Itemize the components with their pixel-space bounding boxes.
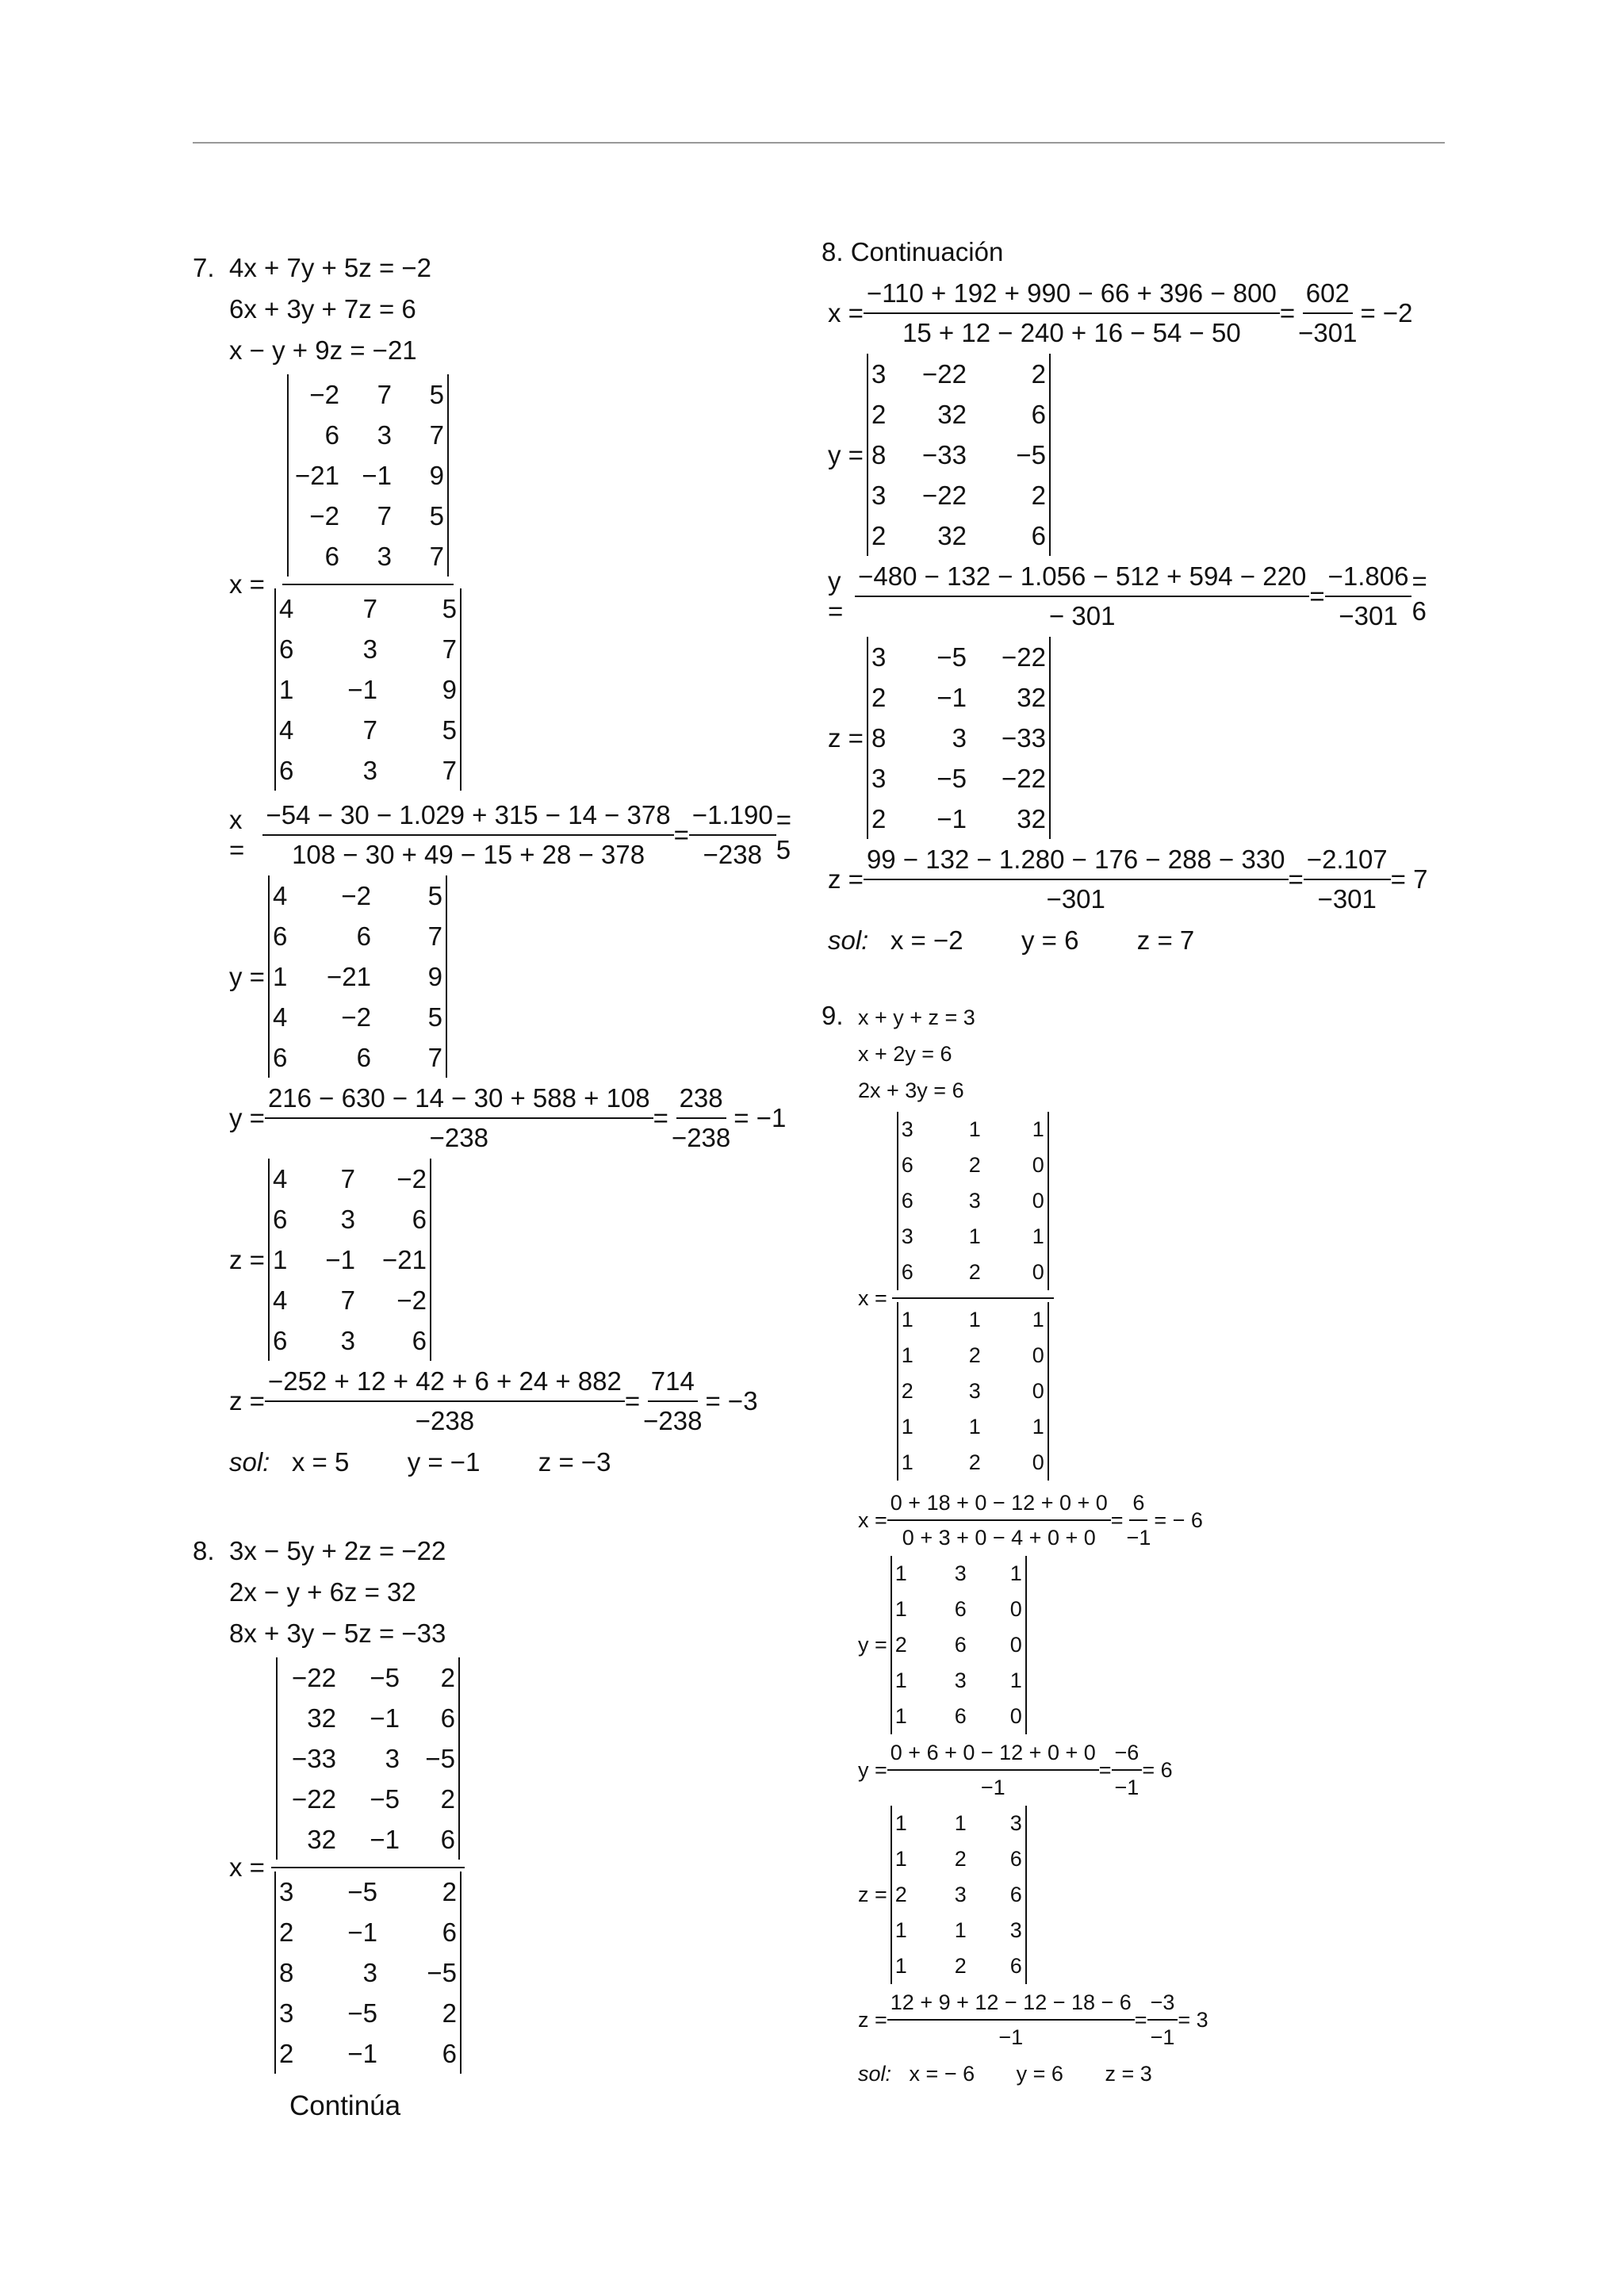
problem-7 xyxy=(193,247,811,1483)
determinant-entry: 2 xyxy=(901,1379,914,1403)
determinant-entry: 3 xyxy=(871,358,887,389)
determinant-row xyxy=(895,1699,1022,1734)
determinant-entry: −5 xyxy=(936,642,967,672)
determinant-entry: −2 xyxy=(309,379,339,409)
determinant-entry: 9 xyxy=(442,674,457,704)
determinant-row xyxy=(279,629,457,669)
left-column xyxy=(193,247,811,2122)
determinant-row xyxy=(273,1199,427,1239)
determinant-entry: 6 xyxy=(1009,1954,1022,1978)
determinant-entry: −5 xyxy=(370,1662,400,1692)
determinant-row xyxy=(273,997,442,1037)
solution-line: sol: x = −2 y = 6 z = 7 xyxy=(828,925,1195,955)
determinant-entry: 6 xyxy=(954,1704,967,1728)
determinant-row xyxy=(292,455,444,496)
determinant-entry: 1 xyxy=(901,1343,914,1367)
determinant-entry: 1 xyxy=(1032,1224,1044,1248)
z-expansion: z = $\frac{-252 + 12 + 42 + 6 + 24 + 882}{-238}$ = $\frac{714}{-238}$ = −3 xyxy=(229,1364,811,1439)
determinant-entry: 6 xyxy=(1009,1847,1022,1871)
determinant-entry: −1 xyxy=(347,674,377,704)
determinant-row xyxy=(281,1779,455,1819)
determinant-entry: 1 xyxy=(901,1415,914,1439)
determinant-entry: 5 xyxy=(427,1002,442,1032)
determinant-row xyxy=(895,1806,1022,1841)
determinant-row xyxy=(279,2033,457,2074)
determinant-entry: 2 xyxy=(442,1998,457,2028)
determinant-entry: 3 xyxy=(954,1668,967,1692)
determinant-entry: 1 xyxy=(894,1704,907,1728)
determinant-entry: 3 xyxy=(385,1743,400,1773)
determinant-row xyxy=(902,1112,1044,1147)
determinant-entry: 3 xyxy=(362,1957,377,1987)
problem-number: 8. xyxy=(193,1536,215,1565)
x-result: = − 6 xyxy=(1154,1508,1203,1532)
determinant-entry: 5 xyxy=(427,880,442,910)
determinant-entry: 2 xyxy=(871,399,887,429)
determinant-entry: 32 xyxy=(937,399,967,429)
determinant-row xyxy=(273,1320,427,1361)
numerator-determinant xyxy=(897,1112,1049,1290)
determinant-entry: 6 xyxy=(442,1917,457,1947)
determinant-entry: 6 xyxy=(954,1597,967,1621)
x-result: = −2 xyxy=(1360,298,1413,328)
determinant-entry: −5 xyxy=(370,1783,400,1814)
determinant-entry: −22 xyxy=(1001,642,1046,672)
determinant-entry: 1 xyxy=(894,1918,907,1942)
determinant-row xyxy=(279,710,457,750)
determinant-row xyxy=(871,677,1046,718)
z-determinant: z = 4 7 −2 6 3 6 1 −1 −21 4 7 −2 6 3 6 xyxy=(229,1159,811,1361)
determinant-entry: −22 xyxy=(921,358,967,389)
determinant-entry: 1 xyxy=(1032,1117,1044,1141)
determinant-entry: 32 xyxy=(307,1824,336,1854)
determinant-entry: 1 xyxy=(954,1918,967,1942)
determinant-entry: 5 xyxy=(442,593,457,623)
continues-note: Continúa xyxy=(289,2090,401,2121)
z-expansion: z = $\frac{12 + 9 + 12 - 12 - 18 - 6}{-1}$ = $\frac{-3}{-1}$ = 3 xyxy=(858,1987,1440,2052)
determinant-entry: 3 xyxy=(340,1325,355,1355)
determinant-entry: 1 xyxy=(968,1224,981,1248)
determinant-entry: 6 xyxy=(901,1153,914,1177)
y-result: = 6 xyxy=(1142,1757,1173,1782)
determinant-entry: 2 xyxy=(871,803,887,833)
determinant-entry: 6 xyxy=(901,1260,914,1284)
determinant-entry: 0 xyxy=(1032,1379,1044,1403)
determinant-entry: 9 xyxy=(429,460,444,490)
determinant-row xyxy=(273,916,442,956)
determinant-row xyxy=(871,718,1046,758)
determinant-entry: −2 xyxy=(341,880,371,910)
equation-3: 2x + 3y = 6 xyxy=(858,1078,964,1102)
determinant-row xyxy=(871,758,1046,799)
determinant-row xyxy=(273,875,442,916)
problem-number: 9. xyxy=(822,1001,844,1030)
determinant-row xyxy=(279,750,457,791)
determinant-entry: 5 xyxy=(429,500,444,531)
determinant-entry: 32 xyxy=(937,520,967,550)
determinant-entry: 3 xyxy=(1009,1918,1022,1942)
y-determinant: y = 1 3 1 1 6 0 2 6 0 1 3 1 1 6 0 xyxy=(858,1556,1440,1734)
determinant-row xyxy=(281,1657,455,1698)
determinant-entry: 2 xyxy=(440,1783,455,1814)
determinant-row xyxy=(895,1877,1022,1913)
determinant-entry: 2 xyxy=(1031,358,1046,389)
determinant-entry: 3 xyxy=(377,541,392,571)
determinant-entry: 9 xyxy=(427,961,442,991)
determinant-entry: −21 xyxy=(326,961,371,991)
equation-1: 3x − 5y + 2z = −22 xyxy=(229,1536,446,1565)
determinant-row xyxy=(279,1993,457,2033)
determinant-entry: 6 xyxy=(442,2038,457,2068)
determinant-entry: −1 xyxy=(347,2038,377,2068)
denominator-determinant xyxy=(274,588,462,791)
determinant-entry: −33 xyxy=(1001,722,1046,753)
determinant-entry: −1 xyxy=(362,460,392,490)
determinant-entry: 3 xyxy=(362,634,377,664)
determinant-entry: 0 xyxy=(1032,1153,1044,1177)
determinant-entry: −22 xyxy=(291,1783,336,1814)
determinant-entry: 6 xyxy=(272,1204,288,1234)
determinant-entry: 6 xyxy=(1031,520,1046,550)
x-determinant-ratio xyxy=(229,374,811,795)
determinant-entry: 7 xyxy=(362,715,377,745)
determinant-row xyxy=(292,496,444,536)
determinant-entry: 1 xyxy=(272,961,288,991)
z-expansion: z = $\frac{99 - 132 - 1.280 - 176 - 288 - 330}{-301}$ = $\frac{-2.107}{-301}$ = 7 xyxy=(828,842,1440,917)
determinant-row xyxy=(902,1409,1044,1445)
y-expansion: y = $\frac{0 + 6 + 0 - 12 + 0 + 0}{-1}$ = $\frac{-6}{-1}$ = 6 xyxy=(858,1737,1440,1803)
determinant-entry: 6 xyxy=(272,1042,288,1072)
determinant-entry: 1 xyxy=(968,1308,981,1331)
determinant-row xyxy=(292,415,444,455)
x-determinant-ratio: x = −22 −5 2 32 −1 6 −33 3 −5 −22 −5 2 32 −1 6 3 −5 2 2 −1 6 8 3 −5 3 −5 2 2 −1 6 xyxy=(229,1657,811,2078)
equation-2: 2x − y + 6z = 32 xyxy=(229,1577,416,1607)
determinant-row xyxy=(871,394,1046,435)
determinant-entry: 4 xyxy=(272,1285,288,1315)
determinant-entry: −1 xyxy=(936,682,967,712)
equation-2: 6x + 3y + 7z = 6 xyxy=(229,294,416,324)
determinant-row xyxy=(895,1841,1022,1877)
determinant-row xyxy=(273,1280,427,1320)
y-result: = −1 xyxy=(733,1103,787,1132)
determinant-row xyxy=(279,669,457,710)
determinant-entry: 4 xyxy=(272,880,288,910)
determinant-entry: 2 xyxy=(968,1343,981,1367)
determinant-row xyxy=(902,1338,1044,1373)
determinant-row xyxy=(895,1592,1022,1627)
determinant-row xyxy=(281,1738,455,1779)
determinant-entry: 2 xyxy=(968,1153,981,1177)
determinant-entry: 7 xyxy=(429,541,444,571)
determinant-row xyxy=(279,1952,457,1993)
variable-label: x = xyxy=(229,569,265,599)
determinant-entry: 8 xyxy=(871,439,887,469)
determinant-entry: −2 xyxy=(309,500,339,531)
determinant-entry: 3 xyxy=(954,1561,967,1585)
determinant-row xyxy=(895,1913,1022,1948)
determinant-entry: 6 xyxy=(1031,399,1046,429)
determinant-row xyxy=(902,1147,1044,1183)
determinant-row xyxy=(871,354,1046,394)
determinant-entry: −21 xyxy=(381,1244,427,1274)
determinant-entry: 3 xyxy=(340,1204,355,1234)
determinant-entry: 1 xyxy=(968,1117,981,1141)
determinant-row xyxy=(871,475,1046,515)
determinant-row xyxy=(281,1819,455,1860)
determinant-entry: −1 xyxy=(347,1917,377,1947)
determinant-entry: 1 xyxy=(894,1811,907,1835)
determinant-entry: 5 xyxy=(429,379,444,409)
determinant-entry: 6 xyxy=(440,1703,455,1733)
determinant-entry: 1 xyxy=(1032,1308,1044,1331)
determinant-row xyxy=(281,1698,455,1738)
determinant-entry: 1 xyxy=(901,1308,914,1331)
determinant-row xyxy=(273,1159,427,1199)
determinant-entry: 8 xyxy=(871,722,887,753)
determinant-entry: −21 xyxy=(294,460,339,490)
right-column xyxy=(822,232,1440,2092)
determinant-entry: 4 xyxy=(272,1002,288,1032)
z-result: = −3 xyxy=(705,1386,758,1416)
determinant-entry: 6 xyxy=(324,420,339,450)
equation-2: x + 2y = 6 xyxy=(858,1042,952,1066)
determinant-entry: 3 xyxy=(278,1998,294,2028)
y-determinant: y = 3 −22 2 2 32 6 8 −33 −5 3 −22 2 2 32 6 xyxy=(828,354,1440,556)
x-expansion: x = $\frac{0 + 18 + 0 - 12 + 0 + 0}{0 + 3 + 0 - 4 + 0 + 0}$ = $\frac{6}{-1}$ = − 6 xyxy=(858,1488,1440,1553)
determinant-entry: 0 xyxy=(1032,1189,1044,1213)
determinant-entry: 2 xyxy=(1031,480,1046,510)
determinant-entry: −22 xyxy=(291,1662,336,1692)
determinant-entry: 7 xyxy=(427,1042,442,1072)
equation-3: 8x + 3y − 5z = −33 xyxy=(229,1619,446,1648)
determinant-entry: 6 xyxy=(356,1042,371,1072)
determinant-row xyxy=(895,1627,1022,1663)
determinant-entry: 32 xyxy=(1017,682,1046,712)
z-determinant: z = 3 −5 −22 2 −1 32 8 3 −33 3 −5 −22 2 −1 32 xyxy=(828,637,1440,839)
determinant-entry: −33 xyxy=(921,439,967,469)
determinant-entry: 7 xyxy=(377,379,392,409)
determinant-entry: 1 xyxy=(1009,1561,1022,1585)
y-expansion: y = $\frac{216 - 630 - 14 - 30 + 588 + 108}{-238}$ = $\frac{238}{-238}$ = −1 xyxy=(229,1081,811,1155)
determinant-entry: 5 xyxy=(442,715,457,745)
determinant-entry: 1 xyxy=(278,674,294,704)
determinant-row xyxy=(273,1239,427,1280)
determinant-entry: 2 xyxy=(440,1662,455,1692)
determinant-entry: −1 xyxy=(370,1824,400,1854)
determinant-entry: 7 xyxy=(442,755,457,785)
determinant-row xyxy=(902,1255,1044,1290)
determinant-entry: 3 xyxy=(871,480,887,510)
determinant-entry: 2 xyxy=(954,1847,967,1871)
x-determinant-ratio: x = 3 1 1 6 2 0 6 3 0 3 1 1 6 2 0 1 1 1 1 2 0 2 3 0 1 1 1 1 2 0 xyxy=(858,1112,1440,1485)
determinant-entry: 2 xyxy=(894,1633,907,1657)
determinant-row xyxy=(273,956,442,997)
z-result: = 7 xyxy=(1390,864,1428,894)
determinant-row xyxy=(279,1912,457,1952)
z-result: = 3 xyxy=(1178,2007,1208,2032)
determinant-entry: −2 xyxy=(396,1163,427,1193)
numerator-determinant xyxy=(287,374,449,577)
determinant-entry: −5 xyxy=(347,1998,377,2028)
determinant-entry: 2 xyxy=(968,1260,981,1284)
continuation-heading: 8. Continuación xyxy=(822,237,1004,266)
determinant-entry: 4 xyxy=(278,715,294,745)
determinant-entry: 3 xyxy=(901,1224,914,1248)
determinant-entry: −5 xyxy=(425,1743,455,1773)
determinant-entry: 0 xyxy=(1032,1260,1044,1284)
determinant-entry: 0 xyxy=(1009,1597,1022,1621)
determinant-row xyxy=(292,374,444,415)
determinant-entry: −5 xyxy=(427,1957,457,1987)
determinant-entry: 0 xyxy=(1009,1633,1022,1657)
determinant-entry: 2 xyxy=(278,2038,294,2068)
determinant-entry: 6 xyxy=(278,755,294,785)
determinant-entry: 6 xyxy=(954,1633,967,1657)
problem-8 xyxy=(193,1531,811,2122)
determinant-entry: 4 xyxy=(272,1163,288,1193)
determinant-entry: 3 xyxy=(871,763,887,793)
determinant-row xyxy=(279,1871,457,1912)
determinant-row xyxy=(895,1948,1022,1984)
determinant-row xyxy=(902,1373,1044,1409)
determinant-entry: 7 xyxy=(362,593,377,623)
determinant-entry: 3 xyxy=(871,642,887,672)
determinant-entry: 1 xyxy=(894,1561,907,1585)
determinant-entry: 2 xyxy=(442,1876,457,1906)
determinant-row xyxy=(871,435,1046,475)
header-rule xyxy=(193,142,1445,144)
determinant-entry: −2 xyxy=(341,1002,371,1032)
denominator-determinant xyxy=(274,1871,462,2074)
determinant-entry: 6 xyxy=(412,1325,427,1355)
determinant-entry: 1 xyxy=(901,1450,914,1474)
determinant-entry: 3 xyxy=(901,1117,914,1141)
determinant-entry: 2 xyxy=(871,682,887,712)
determinant-entry: 2 xyxy=(278,1917,294,1947)
problem-number: 7. xyxy=(193,253,215,282)
determinant-row xyxy=(895,1663,1022,1699)
y-expansion: y = $\frac{-480 - 132 - 1.056 - 512 + 594 - 220}{- 301}$ = $\frac{-1.806}{-301}$ = 6 xyxy=(828,559,1440,634)
determinant-entry: 6 xyxy=(440,1824,455,1854)
determinant-entry: 4 xyxy=(278,593,294,623)
y-result: = 6 xyxy=(1411,566,1427,626)
determinant-entry: −1 xyxy=(325,1244,355,1274)
x-expansion: x = $\frac{-54 - 30 - 1.029 + 315 - 14 - 378}{108 - 30 + 49 - 15 + 28 - 378}$ = $\frac{-1.190}{-238}$ = 5 xyxy=(229,798,811,872)
determinant-row xyxy=(292,536,444,577)
determinant-entry: 7 xyxy=(340,1285,355,1315)
determinant-entry: 3 xyxy=(377,420,392,450)
determinant-entry: 0 xyxy=(1009,1704,1022,1728)
determinant-entry: 7 xyxy=(442,634,457,664)
determinant-entry: −2 xyxy=(396,1285,427,1315)
determinant-row xyxy=(273,1037,442,1078)
determinant-entry: 7 xyxy=(427,921,442,951)
solution-line: sol: x = 5 y = −1 z = −3 xyxy=(229,1447,611,1477)
determinant-row xyxy=(902,1183,1044,1219)
determinant-entry: 1 xyxy=(968,1415,981,1439)
y-determinant: y = 4 −2 5 6 6 7 1 −21 9 4 −2 5 6 6 7 xyxy=(229,875,811,1078)
determinant-entry: −5 xyxy=(936,763,967,793)
x-expansion: x = $\frac{-110 + 192 + 990 - 66 + 396 - 800}{15 + 12 - 240 + 16 - 54 - 50}$ = $\frac{602}{-301}$ = −2 xyxy=(828,276,1440,351)
determinant-entry: 6 xyxy=(901,1189,914,1213)
determinant-entry: 6 xyxy=(272,921,288,951)
determinant-entry: 1 xyxy=(954,1811,967,1835)
determinant-entry: −1 xyxy=(936,803,967,833)
determinant-entry: 3 xyxy=(1009,1811,1022,1835)
determinant-row xyxy=(895,1556,1022,1592)
determinant-entry: 1 xyxy=(894,1847,907,1871)
determinant-entry: 3 xyxy=(968,1379,981,1403)
determinant-entry: 2 xyxy=(871,520,887,550)
determinant-entry: 6 xyxy=(324,541,339,571)
determinant-row xyxy=(871,515,1046,556)
determinant-entry: 2 xyxy=(954,1954,967,1978)
determinant-entry: 1 xyxy=(894,1954,907,1978)
determinant-entry: 8 xyxy=(278,1957,294,1987)
determinant-entry: 1 xyxy=(894,1668,907,1692)
determinant-entry: 6 xyxy=(1009,1883,1022,1906)
equation-1: x + y + z = 3 xyxy=(858,1006,975,1029)
determinant-entry: 32 xyxy=(1017,803,1046,833)
determinant-row xyxy=(871,637,1046,677)
denominator-determinant xyxy=(897,1302,1049,1481)
determinant-row xyxy=(902,1219,1044,1255)
determinant-entry: 1 xyxy=(1009,1668,1022,1692)
determinant-entry: 0 xyxy=(1032,1343,1044,1367)
determinant-entry: 3 xyxy=(952,722,967,753)
determinant-entry: 6 xyxy=(272,1325,288,1355)
determinant-entry: 1 xyxy=(1032,1415,1044,1439)
determinant-entry: −33 xyxy=(291,1743,336,1773)
numerator-determinant xyxy=(276,1657,460,1860)
determinant-row xyxy=(279,588,457,629)
determinant-entry: 3 xyxy=(362,755,377,785)
problem-9 xyxy=(822,998,1440,2092)
x-result: = 5 xyxy=(776,805,792,864)
equation-3: x − y + 9z = −21 xyxy=(229,335,417,365)
determinant-entry: 1 xyxy=(272,1244,288,1274)
determinant-row xyxy=(871,799,1046,839)
determinant-entry: 1 xyxy=(894,1597,907,1621)
determinant-row xyxy=(902,1445,1044,1481)
determinant-entry: −22 xyxy=(921,480,967,510)
determinant-entry: 0 xyxy=(1032,1450,1044,1474)
equation-1: 4x + 7y + 5z = −2 xyxy=(229,253,432,282)
problem-8-continuation xyxy=(822,232,1440,961)
determinant-entry: −5 xyxy=(347,1876,377,1906)
determinant-entry: 7 xyxy=(429,420,444,450)
determinant-entry: 2 xyxy=(894,1883,907,1906)
determinant-entry: 7 xyxy=(340,1163,355,1193)
determinant-entry: 7 xyxy=(377,500,392,531)
determinant-entry: 6 xyxy=(356,921,371,951)
determinant-entry: −22 xyxy=(1001,763,1046,793)
determinant-entry: 3 xyxy=(278,1876,294,1906)
determinant-entry: 6 xyxy=(412,1204,427,1234)
solution-line: sol: x = − 6 y = 6 z = 3 xyxy=(858,2062,1152,2086)
determinant-entry: −1 xyxy=(370,1703,400,1733)
determinant-entry: −5 xyxy=(1016,439,1046,469)
determinant-entry: 3 xyxy=(968,1189,981,1213)
z-determinant: z = 1 1 3 1 2 6 2 3 6 1 1 3 1 2 6 xyxy=(858,1806,1440,1984)
determinant-entry: 3 xyxy=(954,1883,967,1906)
determinant-entry: 2 xyxy=(968,1450,981,1474)
determinant-row xyxy=(902,1302,1044,1338)
determinant-entry: 6 xyxy=(278,634,294,664)
determinant-entry: 32 xyxy=(307,1703,336,1733)
